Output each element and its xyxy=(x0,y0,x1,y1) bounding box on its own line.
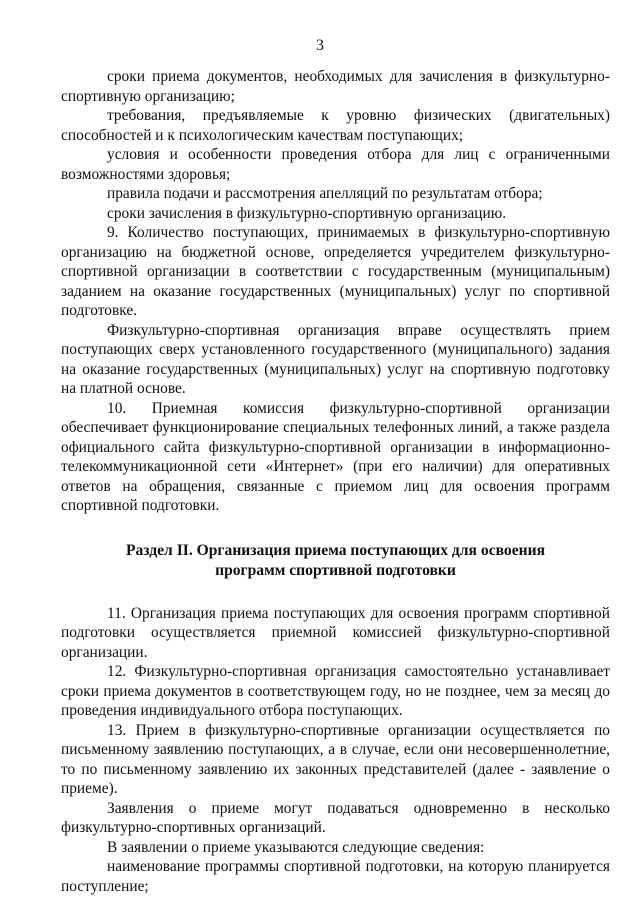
paragraphs-before-section xyxy=(61,67,610,516)
paragraph: условия и особенности проведения отбора для лиц с ограниченными возможностями здоровья; xyxy=(61,146,610,183)
section-heading xyxy=(61,541,610,581)
document-body xyxy=(61,67,610,896)
paragraph: Физкультурно-спортивная организация вправе осуществлять прием поступающих сверх установленного государственного (муниципального) задания на оказание государственных (муниципальных) услуг на спортивную подготовку на платной основе. xyxy=(61,321,610,397)
paragraph-item-12: 12. Физкультурно-спортивная организация самостоятельно устанавливает сроки приема документов в соответствующем году, но не позднее, чем за месяц до проведения индивидуального отбора поступающих. xyxy=(61,663,610,719)
paragraph-item-9: 9. Количество поступающих, принимаемых в физкультурно-спортивную организацию на бюджетной основе, определяется учредителем физкультурно-спортивной организации в соответствии с государственным (муниципальным) заданием на оказание государственных (муниципальных) услуг по спортивной подготовке. xyxy=(61,224,610,319)
section-heading-line-2: программ спортивной подготовки xyxy=(215,561,456,579)
paragraph-item-13: 13. Прием в физкультурно-спортивные организации осуществляется по письменному заявлению поступающих, а в случае, если они несовершеннолетние, то по письменному заявлению их законных представителей (далее - заявление о приеме). xyxy=(61,721,610,797)
paragraph: сроки приема документов, необходимых для зачисления в физкультурно-спортивную организацию; xyxy=(61,68,610,105)
paragraph: наименование программы спортивной подготовки, на которую планируется поступление; xyxy=(61,858,610,895)
page-number: 3 xyxy=(316,37,324,54)
paragraph: требования, предъявляемые к уровню физических (двигательных) способностей и к психологическим качествам поступающих; xyxy=(61,107,610,144)
paragraph-item-11: 11. Организация приема поступающих для освоения программ спортивной подготовки осуществляется приемной комиссией физкультурно-спортивной организации. xyxy=(61,604,610,661)
paragraph: сроки зачисления в физкультурно-спортивную организацию. xyxy=(107,204,507,222)
paragraph-item-10: 10. Приемная комиссия физкультурно-спортивной организации обеспечивает функционирование специальных телефонных линий, а также раздела официального сайта физкультурно-спортивной организации в информационно-телекоммуникационной сети «Интернет» (при его наличии) для оперативных ответов на обращения, связанные с приемом лиц для освоения программ спортивной подготовки. xyxy=(61,399,610,514)
paragraph: правила подачи и рассмотрения апелляций по результатам отбора; xyxy=(107,185,543,202)
paragraphs-after-section xyxy=(61,604,610,897)
paragraph: Заявления о приеме могут подаваться одновременно в несколько физкультурно-спортивных организаций. xyxy=(61,799,610,836)
paragraph: В заявлении о приеме указываются следующие сведения: xyxy=(107,838,485,856)
section-heading-line-1: Раздел II. Организация приема поступающих для освоения xyxy=(125,541,546,559)
